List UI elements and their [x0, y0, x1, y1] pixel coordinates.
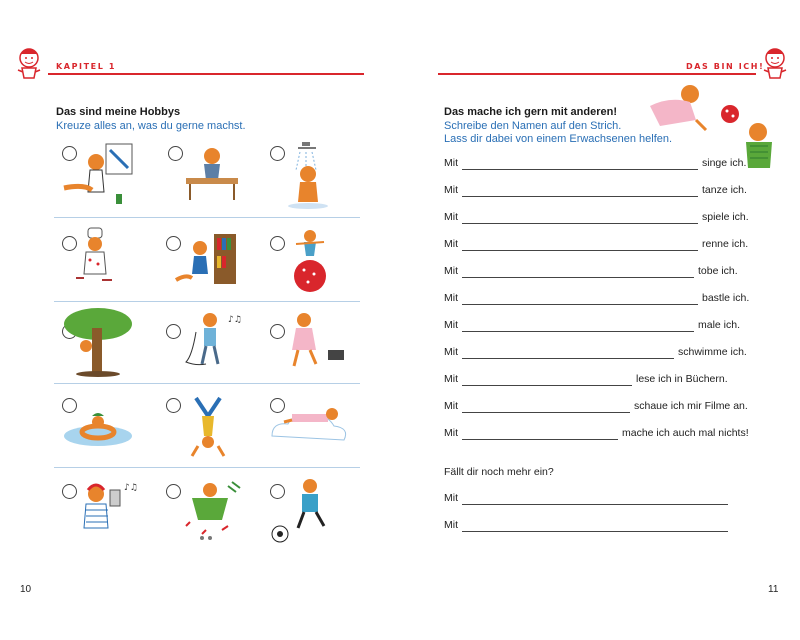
activity-text: spiele ich.	[702, 211, 749, 223]
fill-line	[444, 319, 764, 333]
name-blank[interactable]	[462, 196, 698, 197]
mit-label: Mit	[444, 346, 458, 358]
svg-text:♪♫: ♪♫	[124, 483, 138, 493]
page-number: 10	[20, 584, 32, 595]
music-fox-icon	[54, 476, 154, 548]
page-heading: Das mache ich gern mit anderen!	[444, 106, 617, 118]
name-blank[interactable]	[462, 439, 618, 440]
hobby-cell	[156, 476, 258, 550]
fill-line	[444, 238, 764, 252]
instruction-text: Lass dir dabei von einem Erwachsenen helfen.	[444, 133, 673, 145]
chapter-label: KAPITEL 1	[56, 62, 117, 71]
mit-label: Mit	[444, 319, 458, 331]
hobby-cell	[258, 306, 360, 380]
fill-line	[444, 265, 764, 279]
activity-text: singe ich.	[702, 157, 747, 169]
hobby-cell	[54, 476, 156, 550]
name-blank[interactable]	[462, 385, 632, 386]
tree-hiding-fox-icon	[54, 306, 154, 378]
mit-label: Mit	[444, 373, 458, 385]
dancing-fox-icon	[258, 306, 358, 378]
writing-fox-icon	[156, 140, 256, 212]
page-number: 11	[768, 584, 779, 595]
hobby-cell	[54, 140, 156, 214]
row-divider	[54, 301, 360, 302]
activity-text: tobe ich.	[698, 265, 738, 277]
activity-text: male ich.	[698, 319, 741, 331]
mit-label: Mit	[444, 238, 458, 250]
hobby-cell	[54, 306, 156, 380]
hobby-cell	[258, 392, 360, 466]
fill-line	[444, 400, 764, 414]
activity-text: schwimme ich.	[678, 346, 747, 358]
name-blank[interactable]	[462, 358, 674, 359]
child-mascot-icon	[14, 44, 44, 84]
hobby-row	[54, 306, 360, 380]
activity-text: lese ich in Büchern.	[636, 373, 728, 385]
chapter-label: DAS BIN ICH!	[686, 62, 765, 71]
question-text: Fällt dir noch mehr ein?	[444, 466, 554, 478]
fill-line	[444, 292, 764, 306]
name-blank[interactable]	[462, 412, 630, 413]
hobby-cell	[258, 476, 360, 550]
hobby-row	[54, 392, 360, 466]
football-fox-icon	[258, 476, 358, 548]
hobby-cell	[156, 140, 258, 214]
mit-label: Mit	[444, 292, 458, 304]
mit-label: Mit	[444, 211, 458, 223]
singing-fox-icon	[156, 306, 256, 378]
hobby-cell	[156, 392, 258, 466]
bookshelf-fox-icon	[156, 224, 256, 296]
crafting-fox-icon	[156, 476, 256, 548]
name-blank[interactable]	[462, 277, 694, 278]
extra-fill-line	[444, 519, 734, 533]
mit-label: Mit	[444, 157, 458, 169]
showering-fox-icon	[258, 140, 358, 212]
ball-balancing-fox-icon	[258, 224, 358, 296]
hobby-cell	[54, 392, 156, 466]
mit-label: Mit	[444, 492, 458, 504]
extra-fill-line	[444, 492, 734, 506]
mit-label: Mit	[444, 400, 458, 412]
fill-line	[444, 157, 764, 171]
fill-line	[444, 346, 764, 360]
activity-text: schaue ich mir Filme an.	[634, 400, 748, 412]
hobby-cell	[258, 140, 360, 214]
child-mascot-icon	[760, 44, 790, 84]
hobby-row	[54, 140, 360, 214]
row-divider	[54, 467, 360, 468]
cooking-fox-icon	[54, 224, 154, 296]
hobby-row	[54, 476, 360, 550]
svg-text:♪♫: ♪♫	[228, 315, 242, 325]
fill-line	[444, 184, 764, 198]
mit-label: Mit	[444, 427, 458, 439]
row-divider	[54, 217, 360, 218]
name-blank[interactable]	[462, 504, 728, 505]
hobby-row	[54, 224, 360, 298]
activity-text: renne ich.	[702, 238, 749, 250]
activity-text: bastle ich.	[702, 292, 750, 304]
name-blank[interactable]	[462, 250, 698, 251]
name-blank[interactable]	[462, 223, 698, 224]
name-blank[interactable]	[462, 331, 694, 332]
name-blank[interactable]	[462, 304, 698, 305]
instruction-text: Schreibe den Namen auf den Strich.	[444, 120, 622, 132]
hobby-cell	[156, 306, 258, 380]
name-blank[interactable]	[462, 531, 728, 532]
instruction-text: Kreuze alles an, was du gerne machst.	[56, 120, 246, 132]
hobby-cell	[156, 224, 258, 298]
handstand-fox-icon	[156, 392, 256, 464]
activity-text: mache ich auch mal nichts!	[622, 427, 749, 439]
cloud-sleeping-fox-icon	[258, 392, 358, 464]
hobby-cell	[258, 224, 360, 298]
mit-label: Mit	[444, 519, 458, 531]
name-blank[interactable]	[462, 169, 698, 170]
fill-line	[444, 427, 764, 441]
chapter-rule	[438, 73, 756, 75]
hobby-cell	[54, 224, 156, 298]
row-divider	[54, 383, 360, 384]
swimming-fox-icon	[54, 392, 154, 464]
chapter-rule	[48, 73, 364, 75]
mit-label: Mit	[444, 265, 458, 277]
fill-line	[444, 373, 764, 387]
activity-text: tanze ich.	[702, 184, 747, 196]
fill-line	[444, 211, 764, 225]
mit-label: Mit	[444, 184, 458, 196]
page-heading: Das sind meine Hobbys	[56, 106, 181, 118]
painting-fox-icon	[54, 140, 154, 212]
